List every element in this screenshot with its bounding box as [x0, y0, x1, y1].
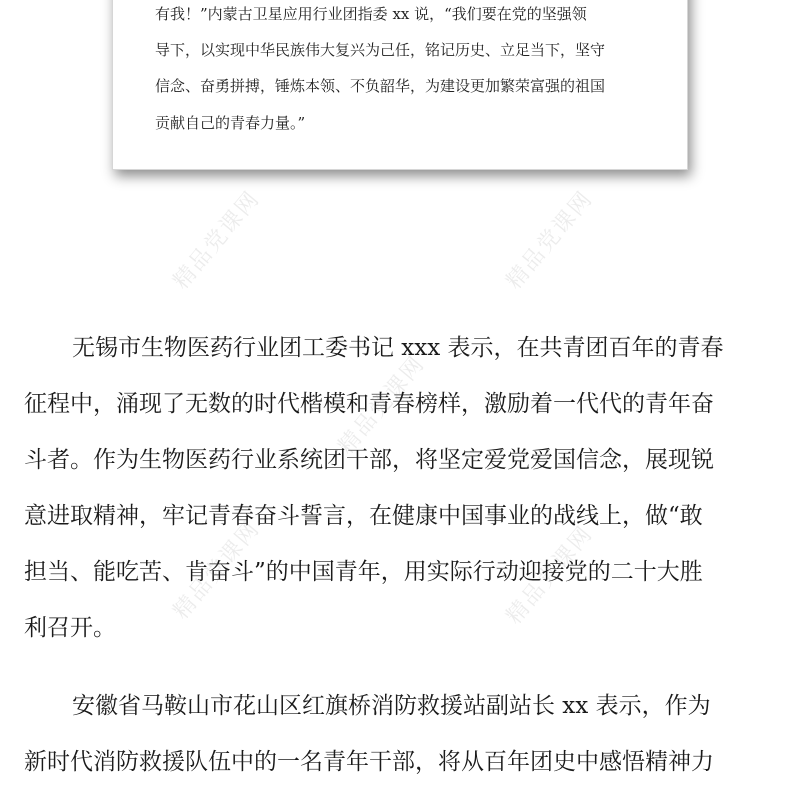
watermark-5: 精品党课网	[333, 351, 431, 460]
paragraph-1-line-3: 斗者。作为生物医药行业系统团干部，将坚定爱党爱国信念，展现锐	[24, 447, 714, 473]
watermark-1: 精品党课网	[168, 186, 266, 295]
watermark-2: 精品党课网	[501, 186, 599, 295]
quote-line-1: 有我！”内蒙古卫星应用行业团指委 xx 说，“我们要在党的坚强领	[155, 5, 587, 23]
paragraph-1-line-2: 征程中，涌现了无数的时代楷模和青春榜样，激励着一代代的青年奋	[24, 391, 714, 417]
quote-line-2: 导下，以实现中华民族伟大复兴为己任，铭记历史、立足当下，坚守	[155, 41, 606, 59]
watermark-3: 精品党课网	[168, 516, 266, 625]
paragraph-2-line-2: 新时代消防救援队伍中的一名青年干部，将从百年团史中感悟精神力	[24, 749, 714, 775]
paragraph-1-line-4: 意进取精神，牢记青春奋斗誓言，在健康中国事业的战线上，做“敢	[24, 503, 703, 529]
paragraph-1-line-5: 担当、能吃苦、肯奋斗”的中国青年，用实际行动迎接党的二十大胜	[24, 559, 703, 585]
paragraph-1-line-6: 利召开。	[24, 615, 116, 641]
watermark-4: 精品党课网	[501, 521, 599, 630]
quote-line-3: 信念、奋勇拼搏，锤炼本领、不负韶华，为建设更加繁荣富强的祖国	[155, 77, 606, 95]
paragraph-2-line-1: 安徽省马鞍山市花山区红旗桥消防救援站副站长 xx 表示，作为	[72, 693, 711, 719]
quote-line-4: 贡献自己的青春力量。”	[155, 114, 306, 132]
paragraph-1-line-1: 无锡市生物医药行业团工委书记 xxx 表示，在共青团百年的青春	[72, 335, 724, 361]
